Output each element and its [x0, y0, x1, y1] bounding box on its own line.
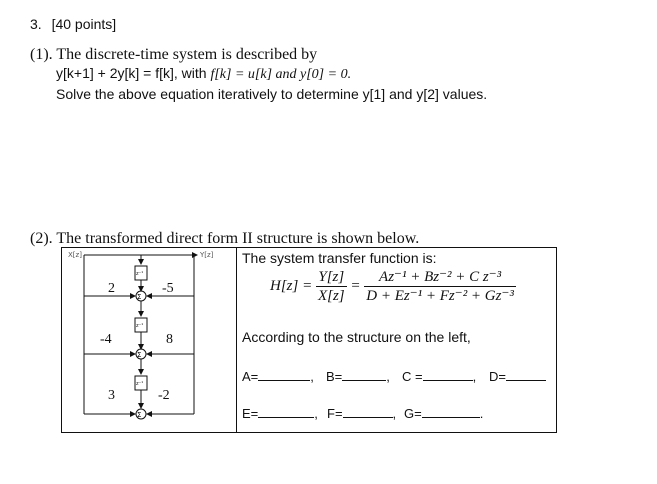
delay-label-2: z⁻¹ [136, 323, 144, 329]
dfii-diagram [62, 248, 236, 432]
part1-instruction: Solve the above equation iteratively to determine y[1] and y[2] values. [56, 86, 488, 102]
part1-equation-math: f[k] = u[k] and y[0] = 0. [210, 67, 352, 82]
answer-e-blank[interactable] [258, 417, 314, 418]
box-divider [236, 247, 237, 433]
answer-g: G= . [404, 406, 484, 421]
tf-num2: Az⁻¹ + Bz⁻² + C z⁻³ [364, 268, 516, 287]
question-header [30, 16, 116, 32]
svg-text:Σ: Σ [137, 293, 142, 301]
gain-right-1: -5 [162, 281, 174, 296]
answer-e: E= , [242, 406, 318, 421]
gain-right-3: -2 [158, 388, 170, 403]
answer-d-blank[interactable] [506, 380, 546, 381]
tf-den2: D + Ez⁻¹ + Fz⁻² + Gz⁻³ [366, 288, 514, 304]
answer-c-blank[interactable] [423, 380, 473, 381]
answer-b-blank[interactable] [342, 380, 386, 381]
answer-d: D= [489, 369, 546, 384]
tf-eq: = [350, 278, 361, 294]
transfer-function [270, 268, 516, 305]
answer-b: B= , [326, 369, 390, 384]
output-label: Y[z] [200, 251, 214, 259]
gain-left-3: 3 [108, 388, 115, 403]
answer-a: A= , [242, 369, 314, 384]
gain-left-1: 2 [108, 281, 115, 296]
answer-f-blank[interactable] [343, 417, 393, 418]
answer-g-blank[interactable] [422, 417, 480, 418]
question-number: 3. [30, 16, 42, 32]
tf-num1: Y[z] [316, 268, 347, 287]
gain-right-2: 8 [166, 332, 173, 347]
part1-equation [56, 65, 351, 83]
part1-equation-plain: y[k+1] + 2y[k] = f[k], with [56, 65, 211, 81]
gain-left-2: -4 [100, 332, 112, 347]
tf-den1: X[z] [317, 288, 345, 304]
part2-heading: (2). The transformed direct form II structure is shown below. [30, 230, 420, 247]
svg-text:Σ: Σ [137, 351, 142, 359]
tf-intro: The system transfer function is: [242, 250, 437, 266]
input-label: X[z] [68, 251, 82, 259]
answer-a-blank[interactable] [258, 380, 310, 381]
tf-frac1 [316, 268, 347, 305]
question-points: [40 points] [51, 16, 117, 32]
svg-text:Σ: Σ [137, 411, 142, 419]
answer-f: F= , [327, 406, 397, 421]
tf-frac2 [364, 268, 516, 305]
delay-label-1: z⁻¹ [136, 271, 144, 277]
delay-label-3: z⁻¹ [136, 381, 144, 387]
part1-heading: (1). The discrete-time system is described by [30, 46, 318, 63]
tf-lhs: H[z] = [270, 278, 313, 294]
answer-c: C = , [402, 369, 477, 384]
according-text: According to the structure on the left, [242, 329, 471, 345]
